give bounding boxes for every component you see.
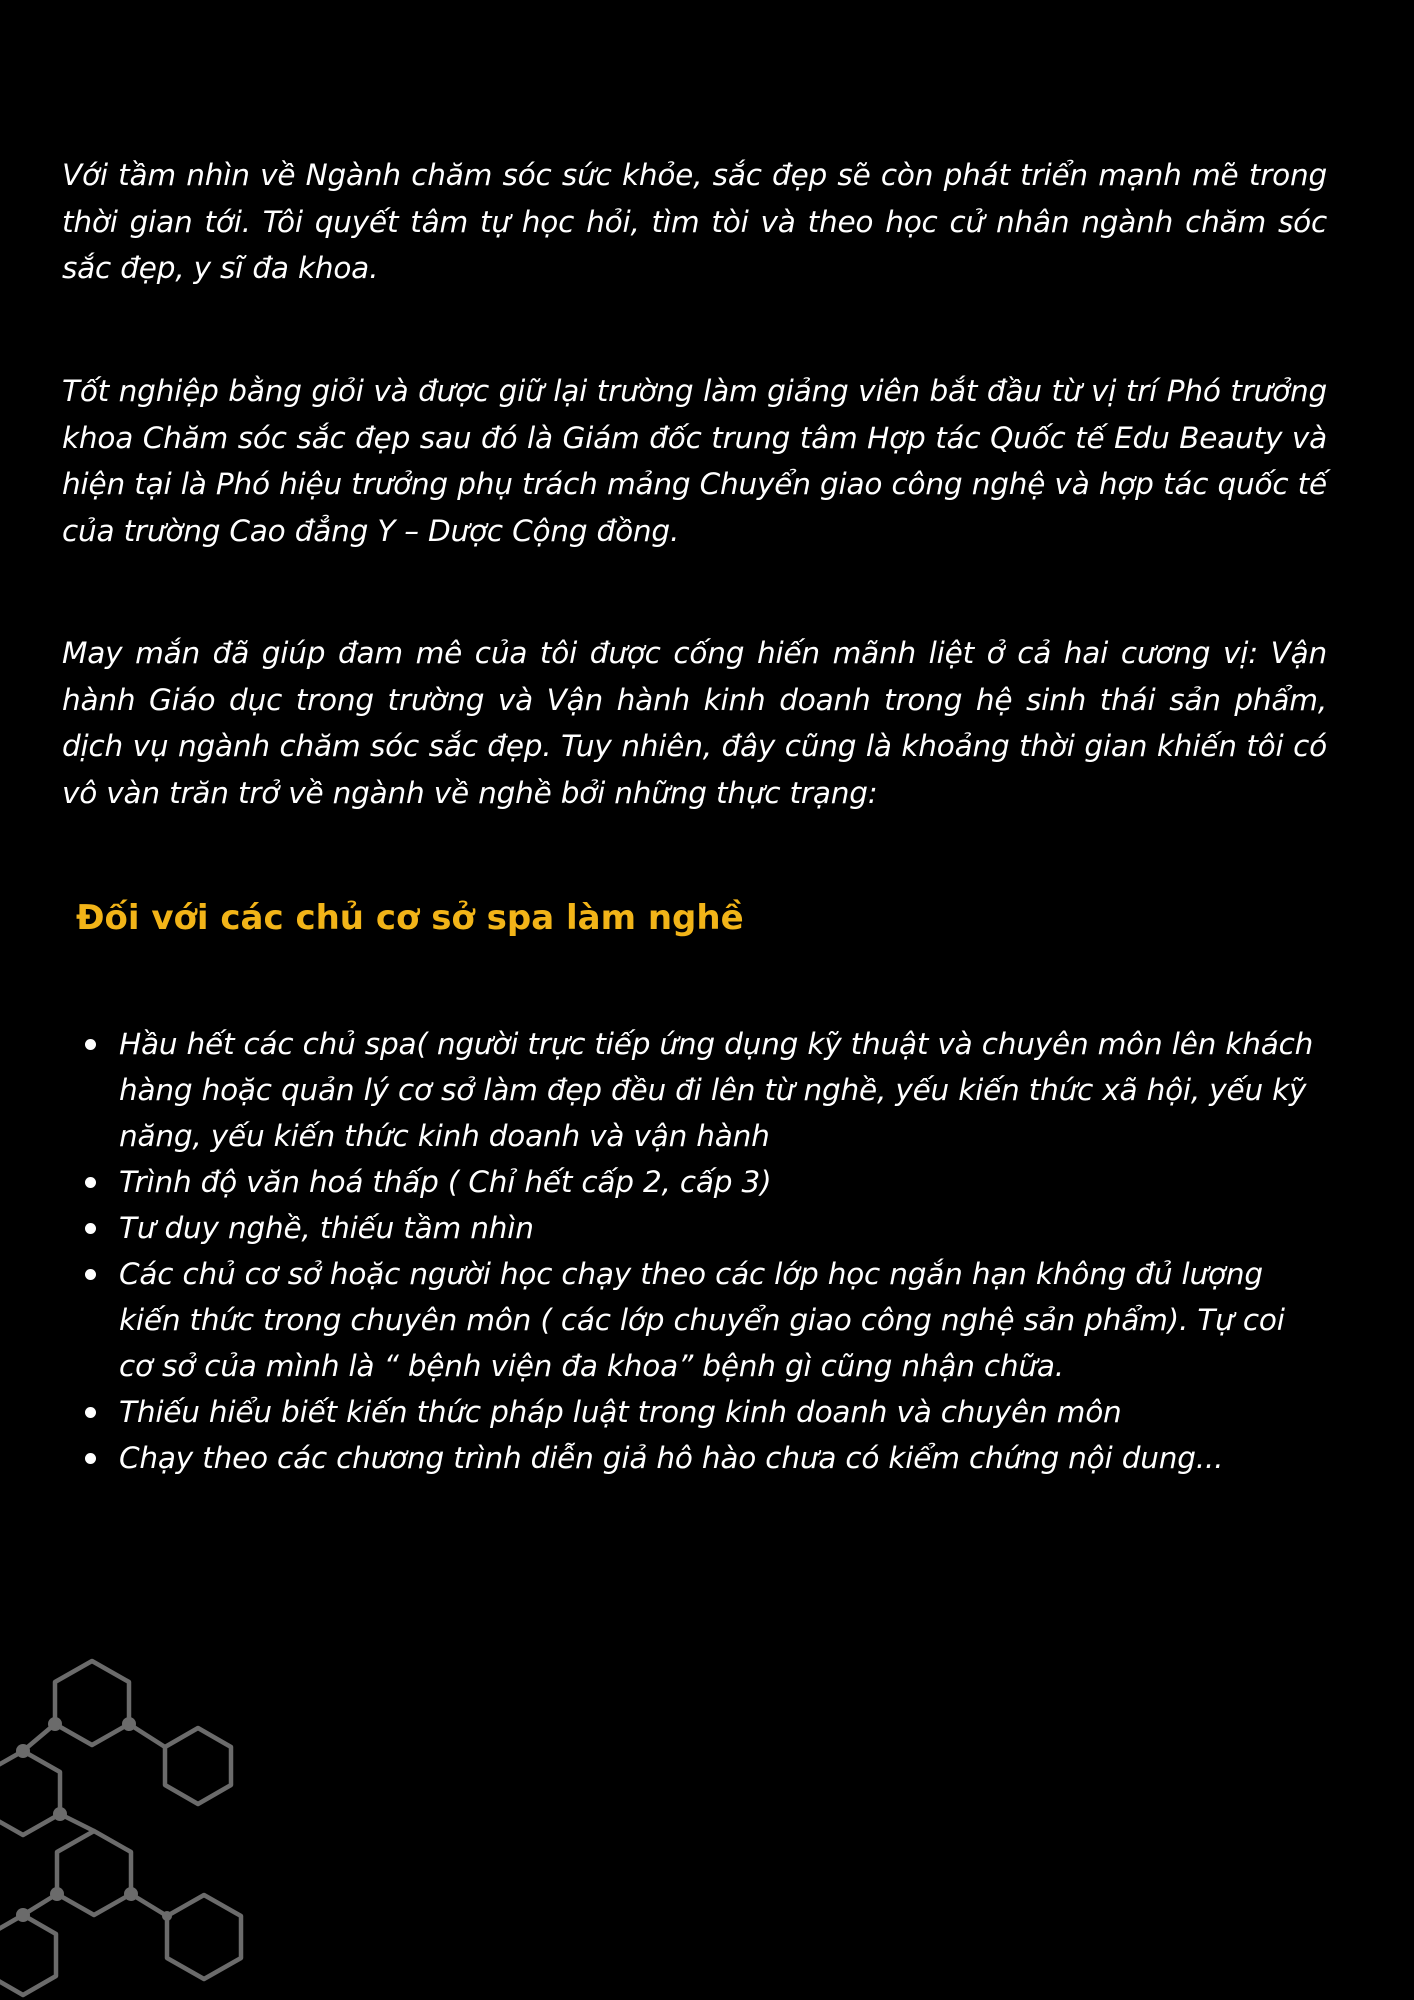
bullet-icon — [85, 1453, 96, 1464]
list-item — [62, 1021, 1322, 1159]
list-item — [62, 1159, 1322, 1205]
list-item — [62, 1389, 1322, 1435]
list-item-text: Các chủ cơ sở hoặc người học chạy theo các lớp học ngắn hạn không đủ lượng kiến thức trong chuyên môn ( các lớp chuyển giao công nghệ sản phẩm). Tự coi cơ sở của mình là “ bệnh viện đa khoa” bệnh gì cũng nhận chữa. — [119, 1257, 1285, 1383]
list-item — [62, 1435, 1322, 1481]
intro-paragraph: Với tầm nhìn về Ngành chăm sóc sức khỏe, sắc đẹp sẽ còn phát triển mạnh mẽ trong thời gian tới. Tôi quyết tâm tự học hỏi, tìm tòi và theo học cử nhân ngành chăm sóc sắc đẹp, y sĩ đa khoa. — [62, 158, 1327, 285]
section-heading: Đối với các chủ cơ sở spa làm nghề — [76, 898, 744, 938]
list-item-text: Thiếu hiểu biết kiến thức pháp luật trong kinh doanh và chuyên môn — [119, 1395, 1122, 1429]
list-item-text: Trình độ văn hoá thấp ( Chỉ hết cấp 2, cấp 3) — [119, 1165, 772, 1199]
list-item — [62, 1251, 1322, 1389]
list-item-text: Tư duy nghề, thiếu tầm nhìn — [119, 1211, 534, 1245]
list-item-text: Chạy theo các chương trình diễn giả hô hào chưa có kiểm chứng nội dung... — [119, 1441, 1224, 1475]
issues-list — [62, 1021, 1322, 1481]
list-item — [62, 1205, 1322, 1251]
bullet-icon — [85, 1177, 96, 1188]
bullet-icon — [85, 1269, 96, 1280]
list-item-text: Hầu hết các chủ spa( người trực tiếp ứng dụng kỹ thuật và chuyên môn lên khách hàng hoặc quản lý cơ sở làm đẹp đều đi lên từ nghề, yếu kiến thức xã hội, yếu kỹ năng, yếu kiến thức kinh doanh và vận hành — [119, 1027, 1314, 1153]
bullet-icon — [85, 1039, 96, 1050]
concerns-paragraph: May mắn đã giúp đam mê của tôi được cống hiến mãnh liệt ở cả hai cương vị: Vận hành Giáo dục trong trường và Vận hành kinh doanh trong hệ sinh thái sản phẩm, dịch vụ ngành chăm sóc sắc đẹp. Tuy nhiên, đây cũng là khoảng thời gian khiến tôi có vô vàn trăn trở về ngành về nghề bởi những thực trạng: — [62, 636, 1327, 810]
bullet-icon — [85, 1223, 96, 1234]
career-paragraph: Tốt nghiệp bằng giỏi và được giữ lại trường làm giảng viên bắt đầu từ vị trí Phó trưởng khoa Chăm sóc sắc đẹp sau đó là Giám đốc trung tâm Hợp tác Quốc tế Edu Beauty và hiện tại là Phó hiệu trưởng phụ trách mảng Chuyển giao công nghệ và hợp tác quốc tế của trường Cao đẳng Y – Dược Cộng đồng. — [62, 374, 1327, 548]
hexagon-molecule-icon — [0, 1640, 260, 2000]
bullet-icon — [85, 1407, 96, 1418]
